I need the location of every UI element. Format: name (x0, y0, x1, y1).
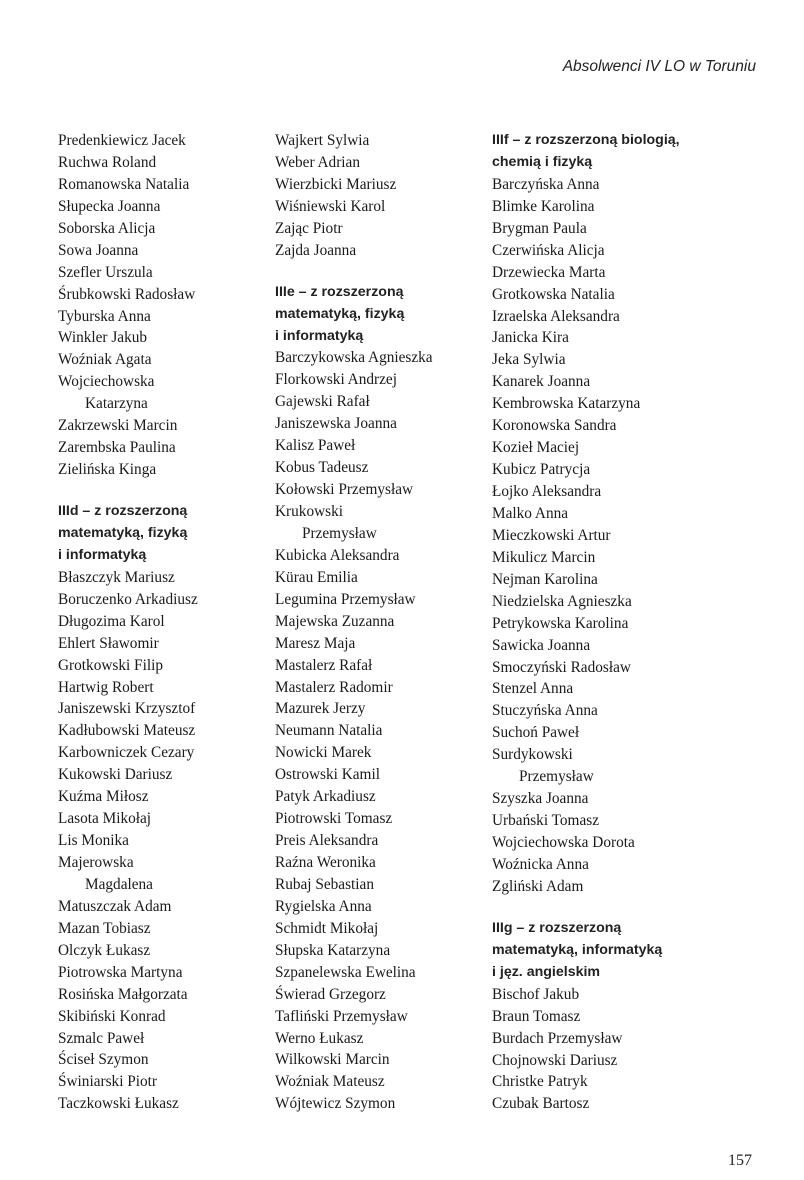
name-entry: Soborska Alicja (58, 219, 156, 237)
name-entry: Matuszczak Adam (58, 897, 172, 915)
class-heading-line: matematyką, fizyką (58, 524, 188, 541)
name-entry: Petrykowska Karolina (492, 614, 629, 632)
name-entry-continuation: Przemysław (302, 524, 377, 542)
name-entry: Mazurek Jerzy (275, 700, 366, 718)
name-entry: Czerwińska Alicja (492, 241, 605, 259)
name-entry: Kadłubowski Mateusz (58, 722, 196, 740)
class-heading-line: i informatyką (58, 546, 147, 563)
name-column-3 (492, 130, 707, 1115)
name-entry: Kanarek Joanna (492, 373, 591, 391)
name-entry: Szefler Urszula (58, 263, 153, 281)
class-heading-line: matematyką, informatyką (492, 941, 663, 958)
name-entry: Mikulicz Marcin (492, 548, 596, 566)
name-entry: Zielińska Kinga (58, 461, 157, 479)
name-entry: Majerowska (58, 854, 134, 872)
class-heading-line: i jęz. angielskim (492, 963, 601, 980)
name-entry: Zgliński Adam (492, 877, 584, 895)
name-entry: Chojnowski Dariusz (492, 1051, 618, 1069)
name-entry: Surdykowski (492, 746, 573, 764)
name-entry: Długozima Karol (58, 612, 165, 630)
class-heading: IIIf – z rozszerzoną biologią, (492, 132, 680, 148)
name-entry: Brygman Paula (492, 219, 587, 237)
name-entry: Kembrowska Katarzyna (492, 395, 641, 413)
name-entry: Kalisz Paweł (275, 437, 356, 455)
name-entry: Schmidt Mikołaj (275, 919, 379, 937)
name-entry: Skibiński Konrad (58, 1007, 166, 1025)
name-entry: Bischof Jakub (492, 985, 580, 1003)
name-entry: Świerad Grzegorz (275, 985, 386, 1003)
name-entry: Wojciechowska Dorota (492, 834, 635, 852)
name-entry: Kobus Tadeusz (275, 459, 369, 477)
name-entry: Urbański Tomasz (492, 812, 599, 830)
name-entry: Śrubkowski Radosław (58, 285, 196, 303)
name-entry: Sowa Joanna (58, 241, 139, 259)
name-entry: Woźnicka Anna (492, 855, 589, 873)
name-entry: Lasota Mikołaj (58, 810, 152, 828)
name-entry: Smoczyński Radosław (492, 658, 631, 676)
name-entry: Grotkowski Filip (58, 656, 163, 674)
name-entry: Wierzbicki Mariusz (275, 175, 397, 193)
name-entry: Tyburska Anna (58, 307, 151, 325)
name-entry: Zarembska Paulina (58, 439, 176, 457)
name-entry: Raźna Weronika (275, 854, 376, 872)
name-entry: Boruczenko Arkadiusz (58, 590, 198, 608)
name-entry: Piotrowska Martyna (58, 963, 183, 981)
name-entry: Rygielska Anna (275, 897, 372, 915)
name-entry: Karbowniczek Cezary (58, 744, 195, 762)
name-entry: Czubak Bartosz (492, 1095, 590, 1113)
name-entry: Ehlert Sławomir (58, 634, 159, 652)
class-heading-line: matematyką, fizyką (275, 305, 405, 322)
name-entry-continuation: Magdalena (85, 875, 153, 893)
class-heading-line: i informatyką (275, 327, 364, 344)
name-entry: Florkowski Andrzej (275, 371, 397, 389)
name-entry: Stuczyńska Anna (492, 702, 598, 720)
name-entry: Gajewski Rafał (275, 393, 370, 411)
name-entry: Sawicka Joanna (492, 636, 591, 654)
name-entry: Janicka Kira (492, 329, 569, 347)
name-entry: Janiszewska Joanna (275, 415, 397, 433)
name-entry: Braun Tomasz (492, 1007, 581, 1025)
name-entry: Barczyńska Anna (492, 175, 600, 193)
name-entry: Predenkiewicz Jacek (58, 132, 186, 149)
name-entry: Olczyk Łukasz (58, 941, 151, 959)
name-entry: Taczkowski Łukasz (58, 1095, 179, 1113)
name-entry: Zając Piotr (275, 219, 343, 237)
name-entry: Neumann Natalia (275, 722, 383, 740)
name-entry: Słupska Katarzyna (275, 941, 391, 959)
name-entry: Stenzel Anna (492, 680, 574, 698)
name-entry: Izraelska Aleksandra (492, 307, 620, 325)
name-entry: Malko Anna (492, 504, 569, 522)
running-head: Absolwenci IV LO w Toruniu (562, 58, 756, 75)
name-entry: Maresz Maja (275, 634, 356, 652)
name-entry: Mazan Tobiasz (58, 919, 151, 937)
name-entry: Weber Adrian (275, 153, 360, 171)
page-number: 157 (728, 1152, 752, 1169)
name-entry: Ruchwa Roland (58, 153, 157, 171)
name-entry: Niedzielska Agnieszka (492, 592, 632, 610)
name-entry: Szpanelewska Ewelina (275, 963, 416, 981)
name-entry: Kürau Emilia (275, 568, 358, 586)
name-entry: Kukowski Dariusz (58, 766, 173, 784)
name-entry: Preis Aleksandra (275, 832, 379, 850)
name-column-1 (58, 130, 263, 1115)
name-entry: Christke Patryk (492, 1073, 588, 1091)
name-entry: Patyk Arkadiusz (275, 788, 376, 806)
name-entry: Piotrowski Tomasz (275, 810, 393, 828)
name-entry: Barczykowska Agnieszka (275, 349, 433, 367)
name-entry: Wojciechowska (58, 373, 155, 391)
name-entry: Łojko Aleksandra (492, 483, 602, 501)
name-entry: Mastalerz Radomir (275, 678, 393, 696)
name-entry: Drzewiecka Marta (492, 263, 606, 281)
name-entry: Legumina Przemysław (275, 590, 416, 608)
name-entry: Koronowska Sandra (492, 417, 617, 435)
name-entry: Burdach Przemysław (492, 1029, 623, 1047)
name-entry-continuation: Katarzyna (85, 395, 148, 413)
class-heading: IIIg – z rozszerzoną (492, 919, 622, 936)
name-entry: Kuźma Miłosz (58, 788, 149, 806)
name-entry: Tafliński Przemysław (275, 1007, 408, 1025)
name-entry: Nowicki Marek (275, 744, 372, 762)
name-entry: Kołowski Przemysław (275, 481, 414, 499)
name-entry: Kubicka Aleksandra (275, 546, 400, 564)
class-heading: IIId – z rozszerzoną (58, 503, 188, 519)
name-entry: Werno Łukasz (275, 1029, 364, 1047)
name-entry: Janiszewski Krzysztof (58, 700, 196, 718)
name-column-2 (275, 130, 480, 1115)
name-entry: Suchoń Paweł (492, 724, 580, 742)
name-entry: Ściseł Szymon (58, 1051, 149, 1069)
name-entry: Zakrzewski Marcin (58, 417, 178, 435)
name-entry: Grotkowska Natalia (492, 285, 615, 303)
name-entry: Nejman Karolina (492, 570, 598, 588)
name-entry: Wilkowski Marcin (275, 1051, 390, 1069)
name-entry: Hartwig Robert (58, 678, 154, 696)
name-entry: Blimke Karolina (492, 197, 595, 215)
name-entry: Romanowska Natalia (58, 175, 190, 193)
name-entry: Krukowski (275, 503, 343, 521)
name-entry: Wójtewicz Szymon (275, 1095, 396, 1113)
name-entry: Kozieł Maciej (492, 439, 580, 457)
name-entry: Rubaj Sebastian (275, 875, 374, 893)
class-heading-line: chemią i fizyką (492, 153, 593, 170)
name-entry-continuation: Przemysław (519, 768, 594, 786)
name-entry: Woźniak Mateusz (275, 1073, 385, 1091)
name-entry: Ostrowski Kamil (275, 766, 380, 784)
name-entry: Słupecka Joanna (58, 197, 161, 215)
class-heading: IIIe – z rozszerzoną (275, 283, 404, 300)
name-entry: Błaszczyk Mariusz (58, 568, 175, 586)
name-entry: Rosińska Małgorzata (58, 985, 188, 1003)
name-entry: Szmalc Paweł (58, 1029, 145, 1047)
name-entry: Wajkert Sylwia (275, 132, 370, 149)
name-entry: Jeka Sylwia (492, 351, 566, 369)
name-entry: Majewska Zuzanna (275, 612, 395, 630)
name-entry: Mastalerz Rafał (275, 656, 373, 674)
name-entry: Świniarski Piotr (58, 1073, 158, 1091)
name-entry: Zajda Joanna (275, 241, 357, 259)
name-entry: Mieczkowski Artur (492, 526, 611, 544)
name-entry: Szyszka Joanna (492, 790, 589, 808)
name-entry: Lis Monika (58, 832, 129, 850)
name-entry: Wiśniewski Karol (275, 197, 386, 215)
name-entry: Kubicz Patrycja (492, 461, 591, 479)
name-entry: Woźniak Agata (58, 351, 152, 369)
name-entry: Winkler Jakub (58, 329, 148, 347)
